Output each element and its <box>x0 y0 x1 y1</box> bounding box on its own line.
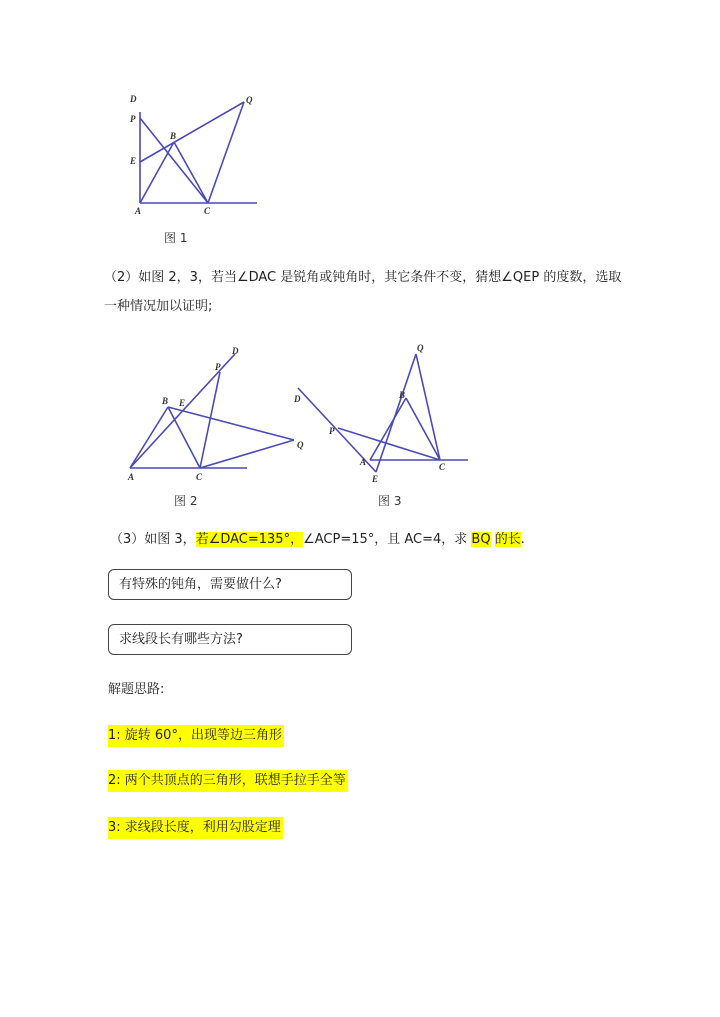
step-3: 3: 求线段长度，利用勾股定理 <box>108 817 283 839</box>
fig2-label-E: E <box>179 398 186 408</box>
fig3-label-D: D <box>294 394 301 404</box>
approach-title: 解题思路: <box>108 682 165 697</box>
hint-box-segment-methods: 求线段长有哪些方法? <box>108 624 352 655</box>
figure-3-lines <box>298 354 468 472</box>
hint-box-obtuse-angle: 有特殊的钝角，需要做什么? <box>108 569 352 600</box>
question-3-highlight-bq: BQ <box>471 532 491 547</box>
question-3 <box>110 530 525 550</box>
fig1-label-E: E <box>130 156 137 166</box>
fig3-label-E: E <box>372 474 379 484</box>
question-3-text: ∠ACP=15°，且 AC=4，求 <box>303 532 472 547</box>
fig3-label-A: A <box>360 457 367 467</box>
fig1-label-C: C <box>204 206 211 216</box>
fig2-label-C: C <box>196 472 203 482</box>
fig3-label-B: B <box>399 390 406 400</box>
figure-2-lines <box>130 354 294 468</box>
fig2-label-P: P <box>215 362 221 372</box>
question-3-prefix: （3）如图 3， <box>110 532 196 547</box>
question-3-highlight-length: 的长 <box>494 532 521 547</box>
step-2: 2: 两个共顶点的三角形，联想手拉手全等 <box>108 770 348 792</box>
fig3-label-C: C <box>439 462 446 472</box>
question-2-line-2: 一种情况加以证明; <box>104 299 213 314</box>
figure-1 <box>122 90 272 250</box>
question-2-line-1: （2）如图 2，3，若当∠DAC 是锐角或钝角时，其它条件不变，猜想∠QEP 的度数，选取 <box>104 270 622 285</box>
fig1-label-A: A <box>135 206 142 216</box>
fig2-caption: 图 2 <box>174 494 198 508</box>
question-3-suffix: . <box>520 532 525 547</box>
fig3-label-P: P <box>329 426 335 436</box>
fig2-label-B: B <box>162 396 169 406</box>
step-1: 1: 旋转 60°，出现等边三角形 <box>108 725 284 747</box>
question-3-highlight-angle: 若∠DAC=135°， <box>195 532 304 547</box>
fig1-label-Q: Q <box>246 95 253 105</box>
fig1-caption: 图 1 <box>164 231 188 245</box>
figure-3 <box>290 340 480 515</box>
fig3-caption: 图 3 <box>378 494 402 508</box>
fig1-label-P: P <box>130 114 136 124</box>
fig1-label-B: B <box>170 131 177 141</box>
fig2-label-A: A <box>128 472 135 482</box>
fig1-label-D: D <box>130 94 137 104</box>
fig2-label-Q: Q <box>297 440 304 450</box>
fig2-label-D: D <box>232 346 239 356</box>
figure-1-lines <box>140 102 257 203</box>
fig3-label-Q: Q <box>417 343 424 353</box>
figure-2 <box>122 340 312 515</box>
